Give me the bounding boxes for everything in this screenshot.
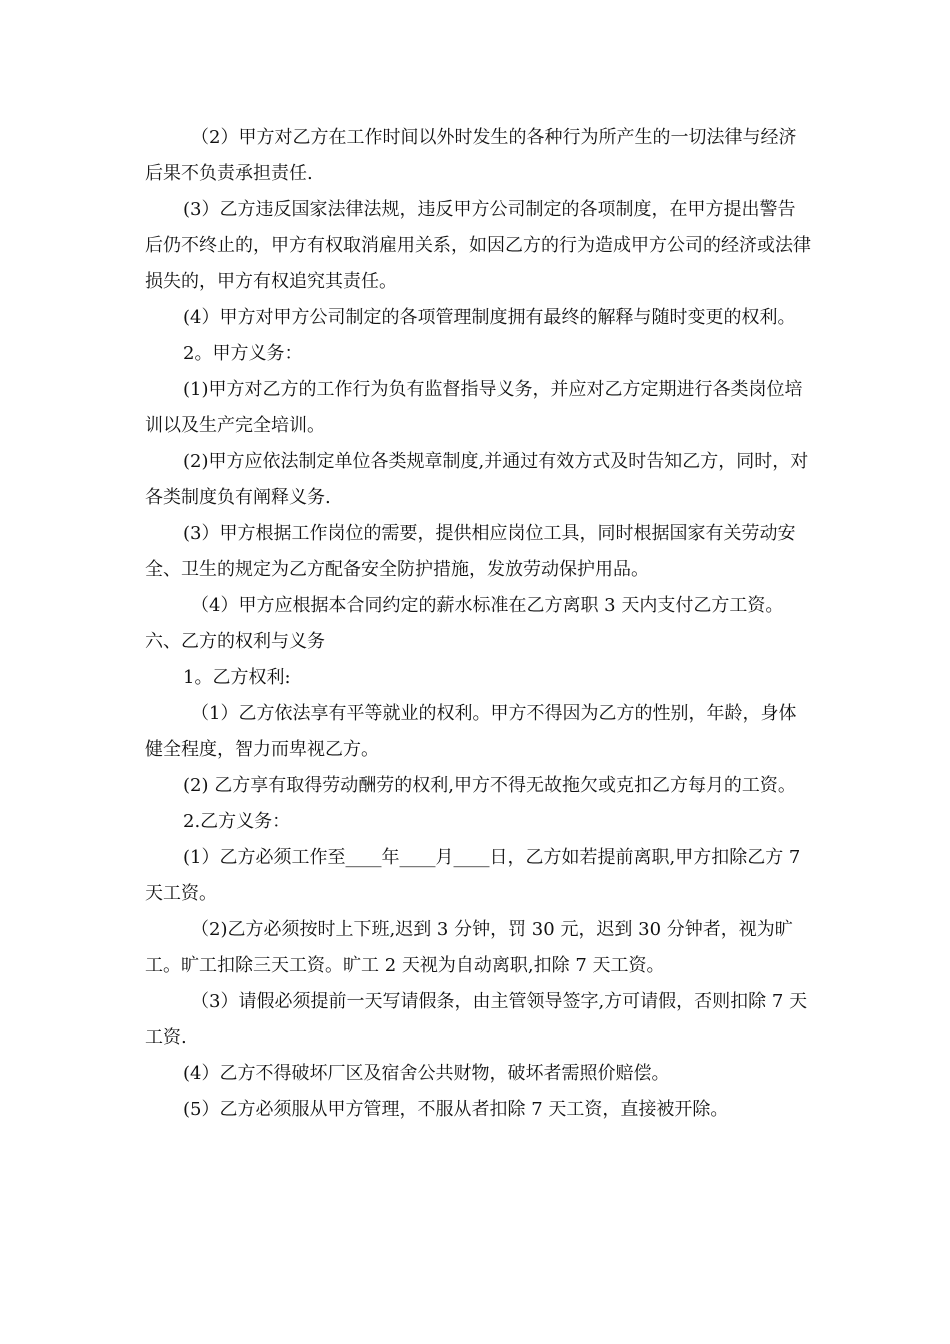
clause-party-a-safety: (3）甲方根据工作岗位的需要，提供相应岗位工具，同时根据国家有关劳动安全、卫生的规定为乙方配备安全防护措施，发放劳动保护用品。 (145, 523, 796, 580)
clause-party-b-remuneration: (2) 乙方享有取得劳动酬劳的权利,甲方不得无故拖欠或克扣乙方每月的工资。 (183, 775, 796, 796)
clause-party-b-obey-management: (5）乙方必须服从甲方管理，不服从者扣除 7 天工资，直接被开除。 (183, 1099, 729, 1120)
clause-party-a-supervision: (1)甲方对乙方的工作行为负有监督指导义务，并应对乙方定期进行各类岗位培训以及生产完全培训。 (145, 379, 803, 436)
heading-section-six: 六、乙方的权利与义务 (145, 631, 325, 652)
clause-party-b-work-term: (1）乙方必须工作至____年____月____日，乙方如若提前离职,甲方扣除乙方 7 天工资。 (145, 847, 807, 904)
clause-party-a-regulations: (2)甲方应依法制定单位各类规章制度,并通过有效方式及时告知乙方，同时，对各类制度负有阐释义务. (145, 451, 809, 508)
heading-party-b-obligations: 2.乙方义务： (183, 811, 291, 832)
clause-party-b-leave: （3）请假必须提前一天写请假条，由主管领导签字,方可请假，否则扣除 7 天工资. (145, 991, 808, 1048)
clause-party-b-equal-employment: （1）乙方依法享有平等就业的权利。甲方不得因为乙方的性别，年龄，身体健全程度，智力而卑视乙方。 (145, 703, 797, 760)
clause-party-a-terminate-right: (3）乙方违反国家法律法规，违反甲方公司制定的各项制度，在甲方提出警告后仍不终止的，甲方有权取消雇用关系，如因乙方的行为造成甲方公司的经济或法律损失的，甲方有权追究其责任。 (145, 199, 811, 292)
clause-party-a-not-liable-offhours: （2）甲方对乙方在工作时间以外时发生的各种行为所产生的一切法律与经济后果不负责承担责任. (145, 127, 797, 184)
clause-party-b-attendance: （2)乙方必须按时上下班,迟到 3 分钟，罚 30 元，迟到 30 分钟者，视为旷工。旷工扣除三天工资。旷工 2 天视为自动离职,扣除 7 天工资。 (145, 919, 793, 976)
clause-party-a-wage-payment: （4）甲方应根据本合同约定的薪水标准在乙方离职 3 天内支付乙方工资。 (191, 595, 784, 616)
document-body (145, 120, 813, 1128)
clause-party-a-interpretation-right: (4）甲方对甲方公司制定的各项管理制度拥有最终的解释与随时变更的权利。 (183, 307, 796, 328)
clause-party-b-property: (4）乙方不得破坏厂区及宿舍公共财物，破坏者需照价赔偿。 (183, 1063, 670, 1084)
heading-party-b-rights: 1。乙方权利: (183, 667, 291, 688)
heading-party-a-obligations: 2。甲方义务： (183, 343, 303, 364)
